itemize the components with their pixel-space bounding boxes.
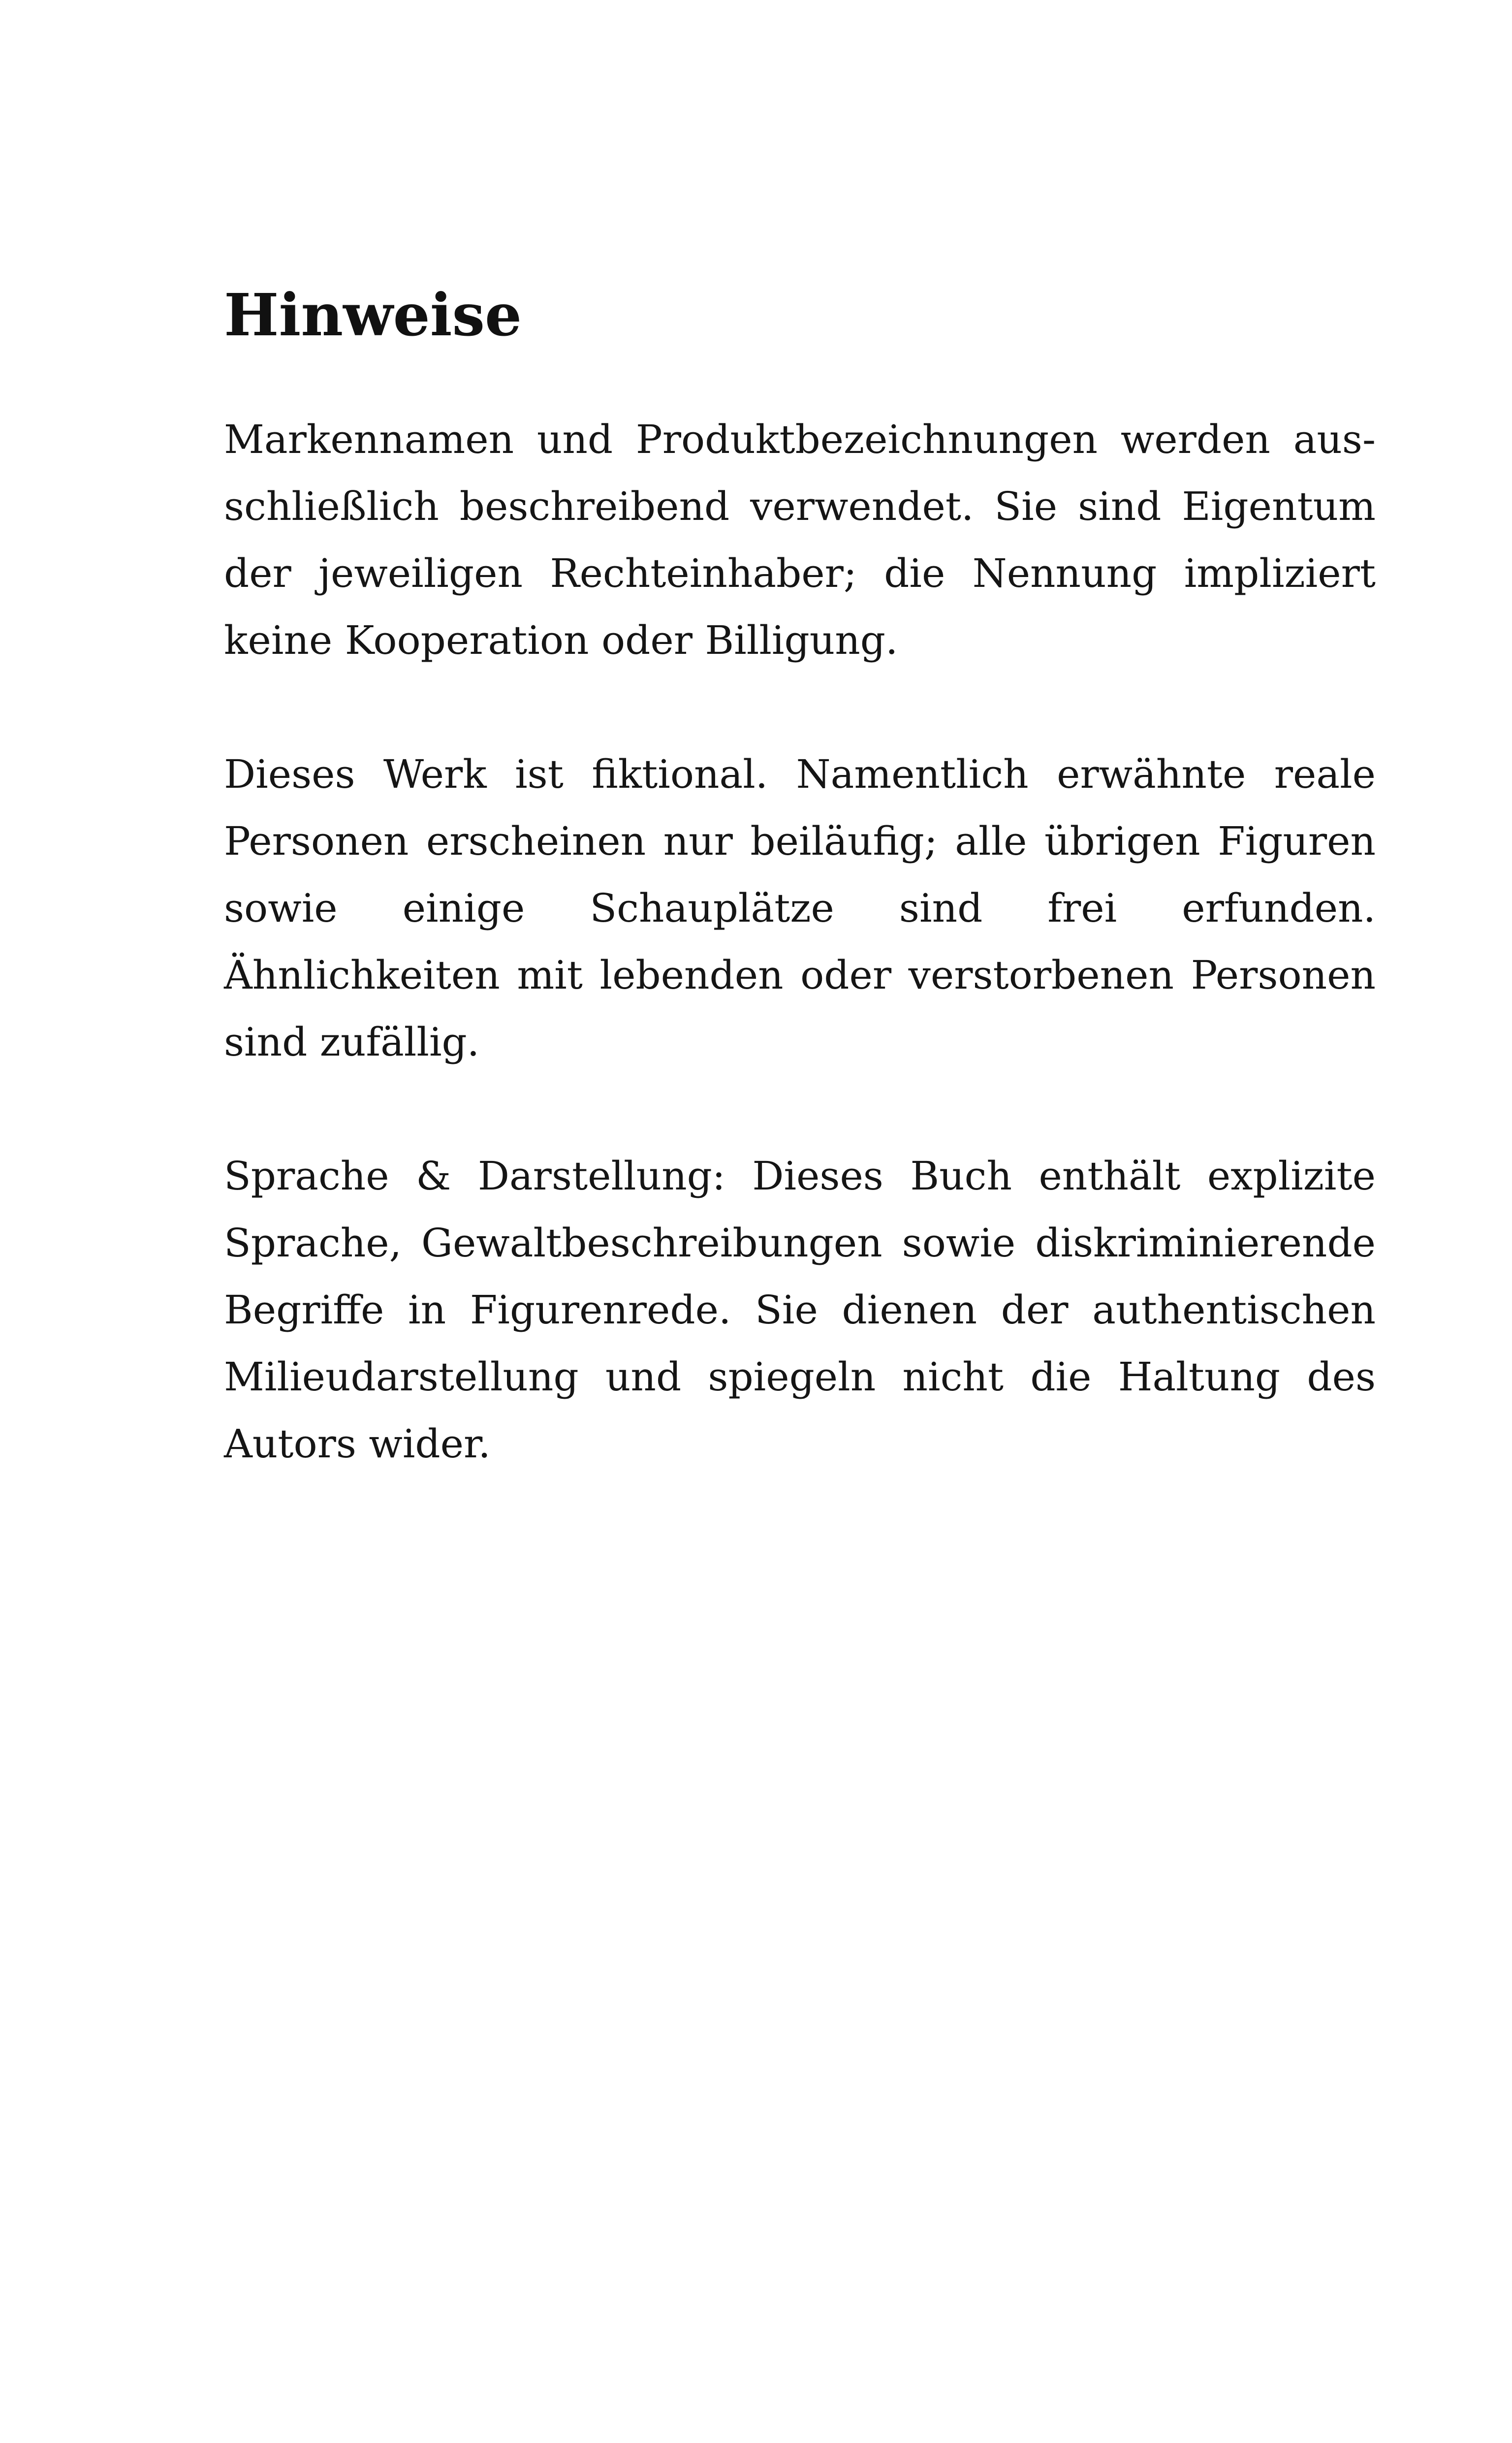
trademark-notice-paragraph: Markennamen und Produktbezeichnungen werden ausschließlich beschreibend verwendet. Sie sind Eigentum der jeweiligen Rechteinhaber; die Nennung impliziert keine Kooperation oder Billigung. <box>224 416 1376 663</box>
page-content <box>224 283 1376 1478</box>
fiction-disclaimer-paragraph: Dieses Werk ist fiktional. Namentlich erwähnte reale Personen erscheinen nur beiläufig; alle übrigen Figuren sowie einige Schauplätze sind frei erfunden. Ähnlichkeiten mit lebenden oder verstorbenen Personen sind zufällig. <box>224 751 1376 1065</box>
content-warning-paragraph: Sprache & Darstellung: Dieses Buch enthält explizite Sprache, Gewaltbeschreibungen sowie diskriminierende Begriffe in Figurenrede. Sie dienen der authentischen Milieudarstellung und spiegeln nicht die Haltung des Autors wider. <box>224 1153 1376 1467</box>
page-title: Hinweise <box>224 281 522 349</box>
